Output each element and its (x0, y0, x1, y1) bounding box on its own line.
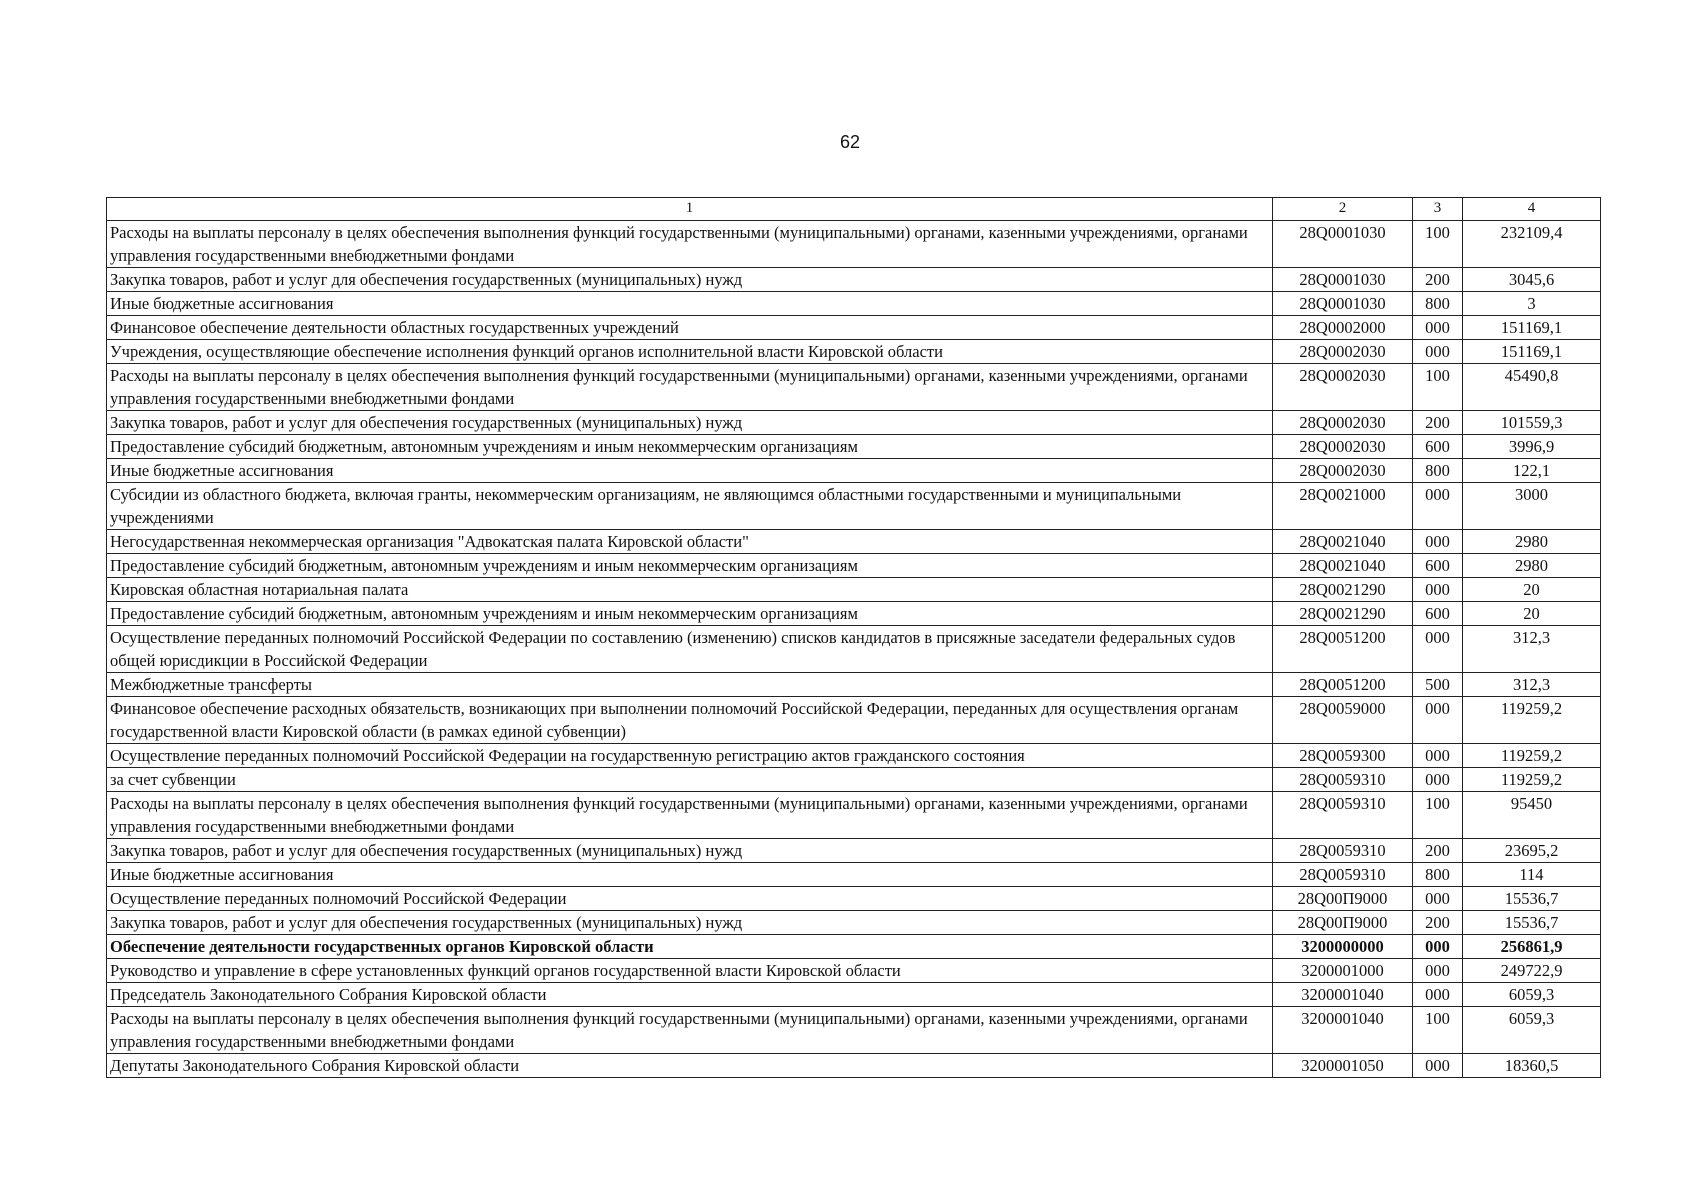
row-amount-cell: 119259,2 (1463, 768, 1601, 792)
row-name-cell: Предоставление субсидий бюджетным, автономным учреждениям и иным некоммерческим организациям (107, 602, 1273, 626)
row-name-cell: Осуществление переданных полномочий Российской Федерации на государственную регистрацию актов гражданского состояния (107, 744, 1273, 768)
row-amount-cell: 114 (1463, 863, 1601, 887)
row-amount-cell: 256861,9 (1463, 935, 1601, 959)
row-code-cell: 28Q0002030 (1273, 364, 1413, 411)
table-row (107, 768, 1601, 792)
row-amount-cell: 3000 (1463, 483, 1601, 530)
row-code-cell: 3200000000 (1273, 935, 1413, 959)
row-amount-cell: 312,3 (1463, 626, 1601, 673)
row-name-cell: Межбюджетные трансферты (107, 673, 1273, 697)
row-type-cell: 100 (1413, 1007, 1463, 1054)
row-name-cell: Иные бюджетные ассигнования (107, 292, 1273, 316)
row-type-cell: 200 (1413, 911, 1463, 935)
table-row (107, 221, 1601, 268)
row-type-cell: 000 (1413, 935, 1463, 959)
row-type-cell: 000 (1413, 1054, 1463, 1078)
table-row (107, 411, 1601, 435)
table-row (107, 340, 1601, 364)
row-code-cell: 28Q0021040 (1273, 554, 1413, 578)
row-amount-cell: 312,3 (1463, 673, 1601, 697)
row-code-cell: 28Q0001030 (1273, 268, 1413, 292)
row-type-cell: 200 (1413, 839, 1463, 863)
row-type-cell: 100 (1413, 221, 1463, 268)
row-code-cell: 28Q0021290 (1273, 602, 1413, 626)
row-name-cell: Закупка товаров, работ и услуг для обеспечения государственных (муниципальных) нужд (107, 911, 1273, 935)
row-code-cell: 28Q0002000 (1273, 316, 1413, 340)
row-code-cell: 3200001000 (1273, 959, 1413, 983)
table-row (107, 744, 1601, 768)
row-type-cell: 200 (1413, 411, 1463, 435)
row-name-cell: Иные бюджетные ассигнования (107, 863, 1273, 887)
row-type-cell: 800 (1413, 459, 1463, 483)
table-row (107, 863, 1601, 887)
row-name-cell: Учреждения, осуществляющие обеспечение исполнения функций органов исполнительной власти Кировской области (107, 340, 1273, 364)
table-row (107, 292, 1601, 316)
row-type-cell: 000 (1413, 697, 1463, 744)
table-row (107, 935, 1601, 959)
row-name-cell: Негосударственная некоммерческая организация "Адвокатская палата Кировской области" (107, 530, 1273, 554)
row-amount-cell: 3996,9 (1463, 435, 1601, 459)
row-code-cell: 28Q0002030 (1273, 340, 1413, 364)
row-type-cell: 000 (1413, 887, 1463, 911)
row-amount-cell: 15536,7 (1463, 911, 1601, 935)
row-amount-cell: 232109,4 (1463, 221, 1601, 268)
row-code-cell: 28Q00П9000 (1273, 911, 1413, 935)
row-code-cell: 28Q0021040 (1273, 530, 1413, 554)
row-code-cell: 28Q0059310 (1273, 768, 1413, 792)
table-body (107, 221, 1601, 1078)
row-name-cell: Закупка товаров, работ и услуг для обеспечения государственных (муниципальных) нужд (107, 268, 1273, 292)
row-name-cell: Кировская областная нотариальная палата (107, 578, 1273, 602)
row-type-cell: 600 (1413, 602, 1463, 626)
row-amount-cell: 122,1 (1463, 459, 1601, 483)
row-type-cell: 100 (1413, 364, 1463, 411)
row-code-cell: 28Q00П9000 (1273, 887, 1413, 911)
row-type-cell: 200 (1413, 268, 1463, 292)
row-type-cell: 500 (1413, 673, 1463, 697)
table-row (107, 578, 1601, 602)
row-name-cell: Осуществление переданных полномочий Российской Федерации (107, 887, 1273, 911)
header-col-3: 3 (1413, 198, 1463, 221)
row-code-cell: 28Q0021000 (1273, 483, 1413, 530)
row-code-cell: 28Q0002030 (1273, 459, 1413, 483)
row-code-cell: 3200001040 (1273, 983, 1413, 1007)
table-row (107, 364, 1601, 411)
row-name-cell: Расходы на выплаты персоналу в целях обеспечения выполнения функций государственными (муниципальными) органами, казенными учреждениями, органами управления государственными внебюджетными фондами (107, 221, 1273, 268)
row-code-cell: 28Q0001030 (1273, 292, 1413, 316)
header-row (107, 198, 1601, 221)
row-type-cell: 800 (1413, 292, 1463, 316)
row-amount-cell: 20 (1463, 602, 1601, 626)
row-amount-cell: 3045,6 (1463, 268, 1601, 292)
table-row (107, 316, 1601, 340)
row-code-cell: 28Q0059000 (1273, 697, 1413, 744)
table-row (107, 626, 1601, 673)
table-row (107, 839, 1601, 863)
row-type-cell: 000 (1413, 340, 1463, 364)
row-type-cell: 000 (1413, 983, 1463, 1007)
row-type-cell: 000 (1413, 483, 1463, 530)
row-amount-cell: 18360,5 (1463, 1054, 1601, 1078)
table-row (107, 459, 1601, 483)
row-name-cell: Финансовое обеспечение расходных обязательств, возникающих при выполнении полномочий Российской Федерации, переданных для осуществления органам государственной власти Кировской области (в рамках единой субвенции) (107, 697, 1273, 744)
row-amount-cell: 15536,7 (1463, 887, 1601, 911)
row-amount-cell: 2980 (1463, 554, 1601, 578)
row-code-cell: 28Q0001030 (1273, 221, 1413, 268)
row-amount-cell: 6059,3 (1463, 1007, 1601, 1054)
table-row (107, 911, 1601, 935)
row-code-cell: 28Q0059310 (1273, 792, 1413, 839)
row-name-cell: Предоставление субсидий бюджетным, автономным учреждениям и иным некоммерческим организациям (107, 435, 1273, 459)
row-amount-cell: 20 (1463, 578, 1601, 602)
row-type-cell: 000 (1413, 959, 1463, 983)
row-amount-cell: 151169,1 (1463, 340, 1601, 364)
table-row (107, 983, 1601, 1007)
row-type-cell: 600 (1413, 435, 1463, 459)
row-name-cell: Председатель Законодательного Собрания Кировской области (107, 983, 1273, 1007)
row-type-cell: 000 (1413, 744, 1463, 768)
table-row (107, 602, 1601, 626)
table-row (107, 959, 1601, 983)
row-amount-cell: 3 (1463, 292, 1601, 316)
row-type-cell: 100 (1413, 792, 1463, 839)
table-row (107, 1007, 1601, 1054)
row-code-cell: 28Q0002030 (1273, 411, 1413, 435)
row-amount-cell: 119259,2 (1463, 697, 1601, 744)
row-type-cell: 000 (1413, 530, 1463, 554)
row-amount-cell: 101559,3 (1463, 411, 1601, 435)
row-name-cell: Финансовое обеспечение деятельности областных государственных учреждений (107, 316, 1273, 340)
header-col-1: 1 (107, 198, 1273, 221)
table-row (107, 530, 1601, 554)
row-code-cell: 28Q0051200 (1273, 626, 1413, 673)
row-name-cell: Расходы на выплаты персоналу в целях обеспечения выполнения функций государственными (муниципальными) органами, казенными учреждениями, органами управления государственными внебюджетными фондами (107, 792, 1273, 839)
table-row (107, 1054, 1601, 1078)
row-name-cell: Руководство и управление в сфере установленных функций органов государственной власти Кировской области (107, 959, 1273, 983)
row-code-cell: 3200001040 (1273, 1007, 1413, 1054)
row-type-cell: 000 (1413, 578, 1463, 602)
page-number: 62 (839, 132, 861, 152)
row-name-cell: Расходы на выплаты персоналу в целях обеспечения выполнения функций государственными (муниципальными) органами, казенными учреждениями, органами управления государственными внебюджетными фондами (107, 364, 1273, 411)
row-type-cell: 600 (1413, 554, 1463, 578)
row-code-cell: 28Q0059310 (1273, 839, 1413, 863)
row-amount-cell: 45490,8 (1463, 364, 1601, 411)
table-row (107, 887, 1601, 911)
table-row (107, 673, 1601, 697)
header-col-2: 2 (1273, 198, 1413, 221)
row-amount-cell: 119259,2 (1463, 744, 1601, 768)
row-type-cell: 000 (1413, 626, 1463, 673)
row-amount-cell: 23695,2 (1463, 839, 1601, 863)
row-name-cell: Расходы на выплаты персоналу в целях обеспечения выполнения функций государственными (муниципальными) органами, казенными учреждениями, органами управления государственными внебюджетными фондами (107, 1007, 1273, 1054)
row-amount-cell: 249722,9 (1463, 959, 1601, 983)
table-row (107, 554, 1601, 578)
row-name-cell: Осуществление переданных полномочий Российской Федерации по составлению (изменению) списков кандидатов в присяжные заседатели федеральных судов общей юрисдикции в Российской Федерации (107, 626, 1273, 673)
row-name-cell: Предоставление субсидий бюджетным, автономным учреждениям и иным некоммерческим организациям (107, 554, 1273, 578)
row-name-cell: Обеспечение деятельности государственных органов Кировской области (107, 935, 1273, 959)
table-header (107, 198, 1601, 221)
table-row (107, 792, 1601, 839)
table-row (107, 435, 1601, 459)
row-type-cell: 000 (1413, 768, 1463, 792)
row-code-cell: 28Q0021290 (1273, 578, 1413, 602)
row-type-cell: 800 (1413, 863, 1463, 887)
row-code-cell: 28Q0059310 (1273, 863, 1413, 887)
row-amount-cell: 2980 (1463, 530, 1601, 554)
row-amount-cell: 151169,1 (1463, 316, 1601, 340)
row-name-cell: Субсидии из областного бюджета, включая гранты, некоммерческим организациям, не являющимся областными государственными и муниципальными учреждениями (107, 483, 1273, 530)
table-row (107, 697, 1601, 744)
row-code-cell: 28Q0059300 (1273, 744, 1413, 768)
row-code-cell: 28Q0051200 (1273, 673, 1413, 697)
table-row (107, 483, 1601, 530)
table-row (107, 268, 1601, 292)
row-code-cell: 28Q0002030 (1273, 435, 1413, 459)
row-name-cell: Иные бюджетные ассигнования (107, 459, 1273, 483)
header-col-4: 4 (1463, 198, 1601, 221)
row-name-cell: Закупка товаров, работ и услуг для обеспечения государственных (муниципальных) нужд (107, 411, 1273, 435)
row-type-cell: 000 (1413, 316, 1463, 340)
budget-table (106, 197, 1601, 1078)
row-amount-cell: 95450 (1463, 792, 1601, 839)
row-name-cell: за счет субвенции (107, 768, 1273, 792)
row-code-cell: 3200001050 (1273, 1054, 1413, 1078)
row-name-cell: Депутаты Законодательного Собрания Кировской области (107, 1054, 1273, 1078)
row-name-cell: Закупка товаров, работ и услуг для обеспечения государственных (муниципальных) нужд (107, 839, 1273, 863)
row-amount-cell: 6059,3 (1463, 983, 1601, 1007)
